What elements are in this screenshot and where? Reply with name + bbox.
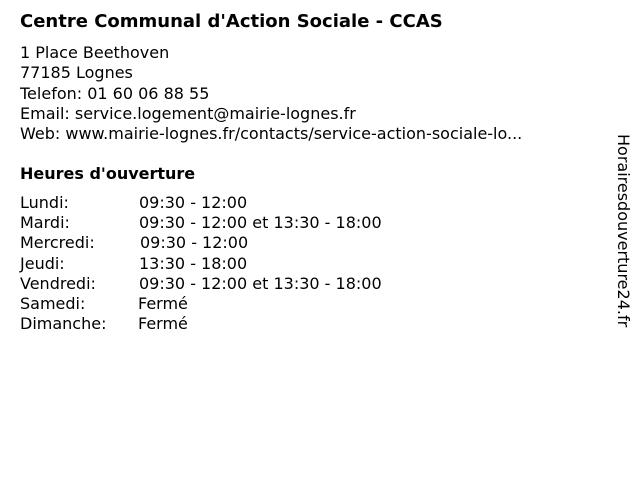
page-title: Centre Communal d'Action Sociale - CCAS xyxy=(20,11,443,32)
day-label: Lundi: xyxy=(20,193,69,212)
email-address: Email: service.logement@mairie-lognes.fr xyxy=(20,103,356,123)
phone-number: Telefon: 01 60 06 88 55 xyxy=(20,83,210,103)
day-hours: 09:30 - 12:00 et 13:30 - 18:00 xyxy=(139,213,382,233)
day-label: Jeudi: xyxy=(20,253,65,273)
day-label: Samedi: xyxy=(20,293,86,313)
day-hours: Fermé xyxy=(138,293,188,313)
website-link: Web: www.mairie-lognes.fr/contacts/service-action-sociale-lo... xyxy=(20,124,523,144)
contact-block xyxy=(20,43,522,144)
day-label: Dimanche: xyxy=(20,314,107,334)
opening-hours-heading: Heures d'ouverture xyxy=(20,164,196,183)
day-hours: Fermé xyxy=(138,314,188,334)
day-label: Vendredi: xyxy=(20,273,96,293)
day-hours: 09:30 - 12:00 xyxy=(140,233,249,253)
day-hours: 09:30 - 12:00 xyxy=(139,193,248,212)
day-hours: 13:30 - 18:00 xyxy=(139,253,248,273)
day-label: Mercredi: xyxy=(20,233,95,253)
city-address: 77185 Lognes xyxy=(20,63,133,83)
street-address: 1 Place Beethoven xyxy=(20,43,170,62)
day-hours: 09:30 - 12:00 et 13:30 - 18:00 xyxy=(139,273,382,293)
day-label: Mardi: xyxy=(20,213,70,233)
brand-watermark: Horairesdouverture24.fr xyxy=(614,134,633,328)
